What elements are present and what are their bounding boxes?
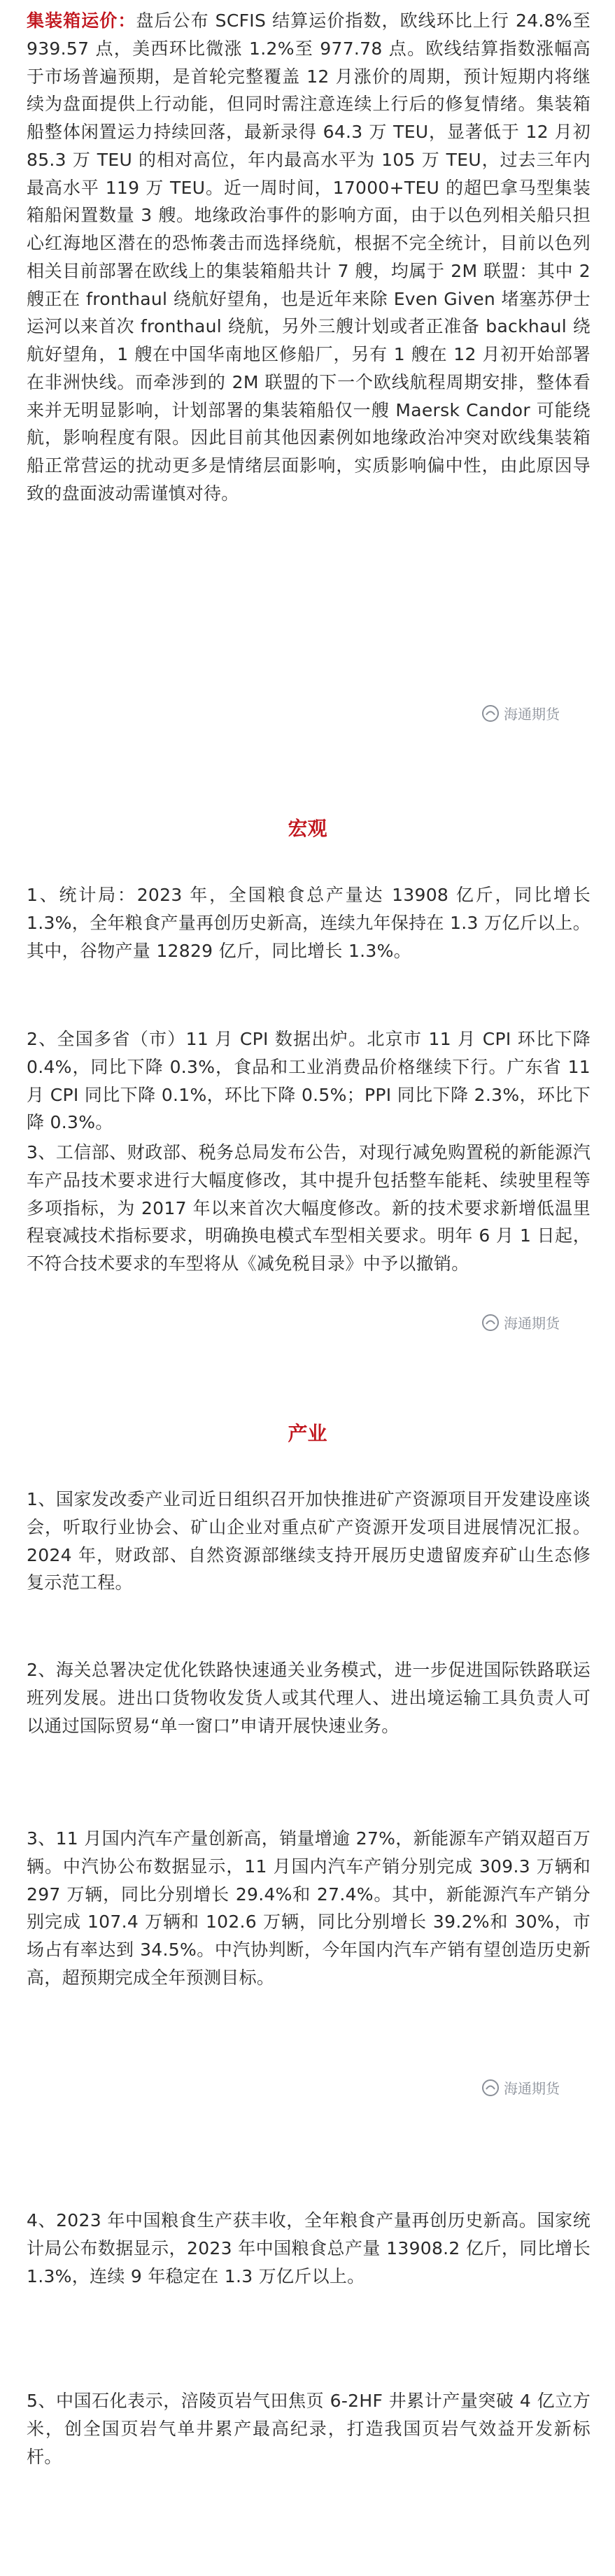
watermark-text: 海通期货 [504, 1315, 560, 1332]
industry-item: 3、11 月国内汽车产量创新高，销量增逾 27%，新能源车产销双超百万辆。中汽协公布数据显示，11 月国内汽车产销分别完成 309.3 万辆和 297 万辆，同比分别增长 29.4%和 27.4%。其中，新能源汽车产销分别完成 107.4 万辆和 102.6 万辆，同比分别增长 39.2%和 30%，市场占有率达到 34.5%。中汽协判断，今年国内汽车产销有望创造历史新高，超预期完成全年预测目标。 [27, 1828, 591, 1988]
industry-item: 1、国家发改委产业司近日组织召开加快推进矿产资源项目开发建设座谈会，听取行业协会、矿山企业对重点矿产资源开发项目进展情况汇报。2024 年，财政部、自然资源部继续支持开展历史遗留废弃矿山生态修复示范工程。 [27, 1489, 591, 1593]
section-heading-industry: 产业 [288, 1422, 327, 1445]
logo-icon [481, 1314, 500, 1332]
intro-body: 盘后公布 SCFIS 结算运价指数，欧线环比上行 24.8%至 939.57 点，美西环比微涨 1.2%至 977.78 点。欧线结算指数涨幅高于市场普遍预期，是首轮完整覆盖 12 月涨价的周期，预计短期内将继续为盘面提供上行动能，但同时需注意连续上行后的修复情绪。集装箱船整体闲置运力持续回落，最新录得 64.3 万 TEU，显著低于 12 月初 85.3 万 TEU 的相对高位，年内最高水平为 105 万 TEU，过去三年内最高水平 119 万 TEU。近一周时间，17000+TEU 的超巴拿马型集装箱船闲置数量 3 艘。地缘政治事件的影响方面，由于以色列相关船只担心红海地区潜在的恐怖袭击而选择绕航，根据不完全统计，目前以色列相关目前部署在欧线上的集装箱船共计 7 艘，均属于 2M 联盟：其中 2 艘正在 fronthaul 绕航好望角，也是近年来除 Even Given 堵塞苏伊士运河以来首次 fronthaul 绕航，另外三艘计划或者正准备 backhaul 绕航好望角，1 艘在中国华南地区修船厂，另有 1 艘在 12 月初开始部署在非洲快线。而牵涉到的 2M 联盟的下一个欧线航程周期安排，整体看来并无明显影响，计划部署的集装箱船仅一艘 Maersk Candor 可能绕航，影响程度有限。因此目前其他因素例如地缘政治冲突对欧线集装箱船正常营运的扰动更多是情绪层面影响，实质影响偏中性，由此原因导致的盘面波动需谨慎对待。 [27, 10, 591, 504]
watermark [481, 2077, 560, 2098]
watermark-text: 海通期货 [504, 706, 560, 723]
macro-item: 1、统计局：2023 年，全国粮食总产量达 13908 亿斤，同比增长 1.3%，全年粮食产量再创历史新高，连续九年保持在 1.3 万亿斤以上。其中，谷物产量 12829 亿斤，同比增长 1.3%。 [27, 885, 591, 961]
intro-paragraph [27, 7, 591, 508]
watermark [481, 703, 560, 723]
industry-item: 5、中国石化表示，涪陵页岩气田焦页 6-2HF 井累计产量突破 4 亿立方米，创全国页岩气单井累产最高纪录，打造我国页岩气效益开发新标杆。 [27, 2391, 591, 2467]
section-heading-macro: 宏观 [288, 817, 327, 840]
macro-item: 2、全国多省（市）11 月 CPI 数据出炉。北京市 11 月 CPI 环比下降 0.4%，同比下降 0.3%，食品和工业消费品价格继续下行。广东省 11 月 CPI 同比下降 0.1%，环比下降 0.5%；PPI 同比下降 2.3%，环比下降 0.3%。 [27, 1029, 591, 1133]
logo-icon [481, 2079, 500, 2097]
industry-item: 2、海关总署决定优化铁路快速通关业务模式，进一步促进国际铁路联运班列发展。进出口货物收发货人或其代理人、进出境运输工具负责人可以通过国际贸易“单一窗口”申请开展快速业务。 [27, 1660, 591, 1736]
watermark-text: 海通期货 [504, 2080, 560, 2097]
intro-lead: 集装箱运价： [27, 10, 136, 31]
macro-item: 3、工信部、财政部、税务总局发布公告，对现行减免购置税的新能源汽车产品技术要求进行大幅度修改，其中提升包括整车能耗、续驶里程等多项指标，为 2017 年以来首次大幅度修改。新的技术要求新增低温里程衰减技术指标要求，明确换电模式车型相关要求。明年 6 月 1 日起，不符合技术要求的车型将从《减免税目录》中予以撤销。 [27, 1142, 591, 1274]
logo-icon [481, 704, 500, 723]
industry-item: 4、2023 年中国粮食生产获丰收，全年粮食产量再创历史新高。国家统计局公布数据显示，2023 年中国粮食总产量 13908.2 亿斤，同比增长 1.3%，连续 9 年稳定在 1.3 万亿斤以上。 [27, 2210, 591, 2286]
watermark [481, 1312, 560, 1332]
